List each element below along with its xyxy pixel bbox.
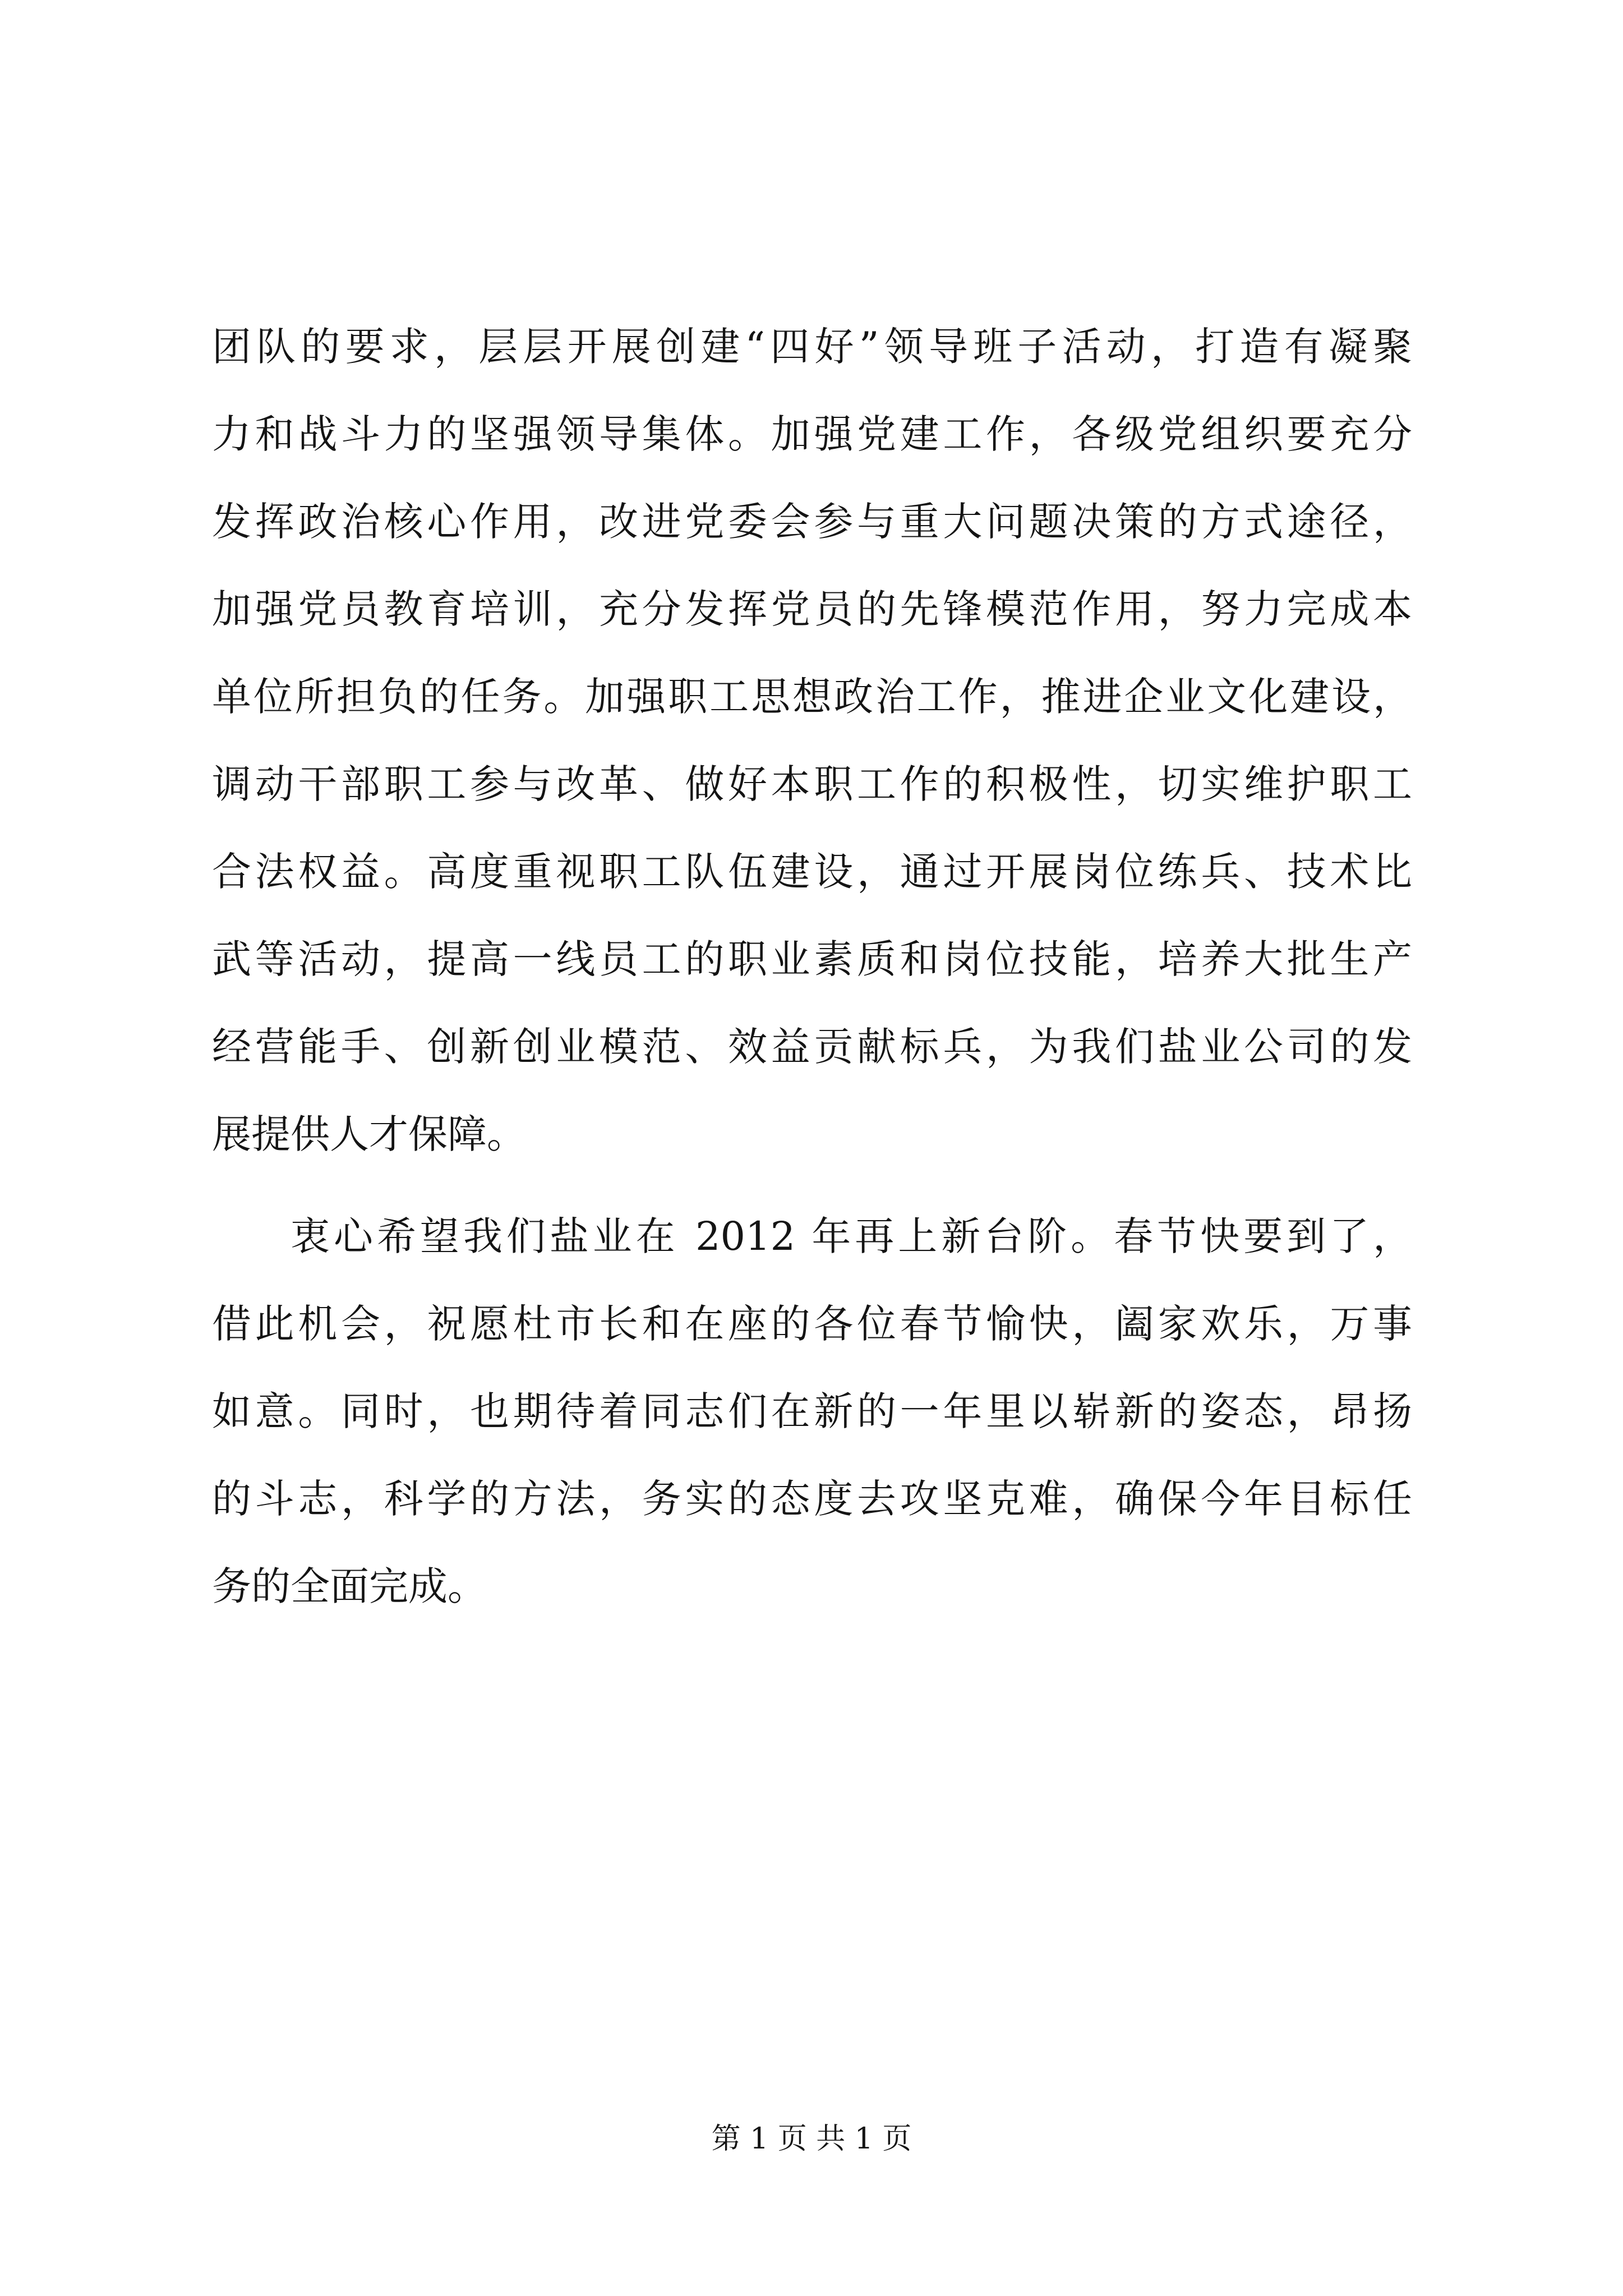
text-line: 经营能手、创新创业模范、效益贡献标兵，为我们盐业公司的发	[212, 1024, 1412, 1070]
text-line: 力和战斗力的坚强领导集体。加强党建工作，各级党组织要充分	[212, 411, 1412, 457]
text-line: 团队的要求，层层开展创建“四好”领导班子活动，打造有凝聚	[212, 324, 1412, 370]
text-line: 加强党员教育培训，充分发挥党员的先锋模范作用，努力完成本	[212, 586, 1412, 632]
text-line: 衷心希望我们盐业在 2012 年再上新台阶。春节快要到了，	[291, 1213, 1412, 1259]
paragraph-1	[212, 303, 1412, 1178]
text-line: 务的全面完成。	[212, 1563, 487, 1609]
text-line: 武等活动，提高一线员工的职业素质和岗位技能，培养大批生产	[212, 936, 1412, 982]
page-number-label: 第 1 页 共 1 页	[711, 2122, 912, 2156]
page-footer	[0, 2115, 1623, 2157]
text-line: 如意。同时，也期待着同志们在新的一年里以崭新的姿态，昂扬	[212, 1388, 1412, 1434]
document-body	[212, 303, 1412, 1630]
text-line: 单位所担负的任务。加强职工思想政治工作，推进企业文化建设，	[212, 674, 1412, 720]
text-line: 的斗志，科学的方法，务实的态度去攻坚克难，确保今年目标任	[212, 1476, 1412, 1522]
text-line: 发挥政治核心作用，改进党委会参与重大问题决策的方式途径，	[212, 499, 1412, 545]
text-line: 展提供人才保障。	[212, 1111, 526, 1157]
text-line: 调动干部职工参与改革、做好本职工作的积极性，切实维护职工	[212, 761, 1412, 807]
text-line: 合法权益。高度重视职工队伍建设，通过开展岗位练兵、技术比	[212, 849, 1412, 895]
text-line: 借此机会，祝愿杜市长和在座的各位春节愉快，阖家欢乐，万事	[212, 1301, 1412, 1347]
paragraph-2	[212, 1193, 1412, 1630]
